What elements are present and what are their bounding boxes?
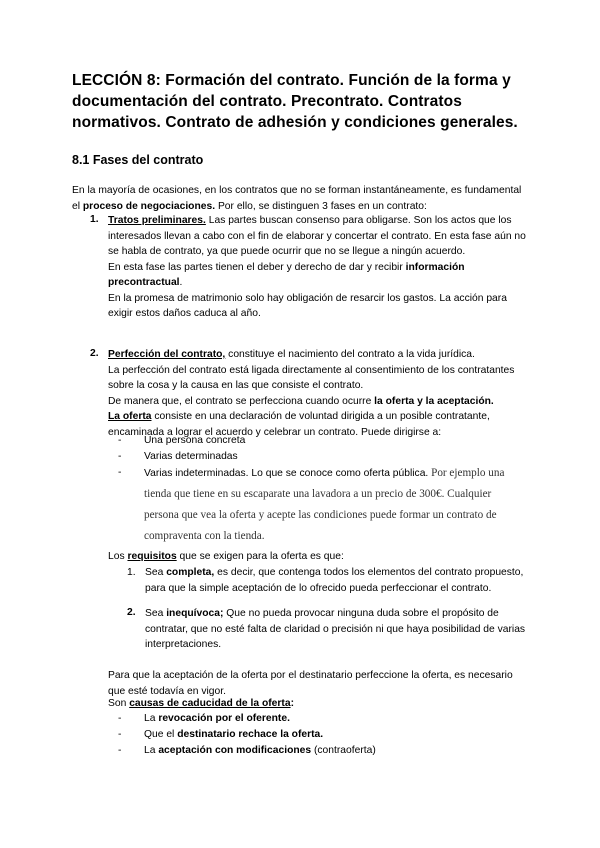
- dash-bullet: -: [118, 745, 122, 756]
- dash-bullet: -: [118, 435, 122, 446]
- intro-paragraph: [72, 183, 532, 214]
- requisito-number-2: 2.: [127, 607, 136, 618]
- list-item-bold: aceptación con modificaciones: [158, 745, 312, 756]
- item-2-para-1: [108, 347, 528, 363]
- intro-bold: proceso de negociaciones.: [82, 200, 216, 212]
- requisitos-text-end: que se exigen para la oferta es que:: [176, 551, 344, 562]
- dash-bullet: -: [118, 451, 122, 462]
- list-item-text-end: (contraoferta): [311, 745, 376, 756]
- item-2-heading: Perfección del contrato,: [108, 349, 226, 360]
- oferta-destinatarios-list: [118, 433, 528, 547]
- item-1-period: .: [179, 277, 183, 288]
- dash-bullet: -: [118, 713, 122, 724]
- item-number-1: 1.: [90, 214, 99, 225]
- item-1-text: Las partes buscan consenso para obligarse. Son los actos que los interesados llevan a cabo con el fin de elaborar y concertar el contrato. En esta fase aún no se habla de contrato, ya que puede ocurrir que no se llegue a ningún acuerdo.: [108, 215, 526, 257]
- section-heading: 8.1 Fases del contrato: [72, 153, 204, 167]
- example-text: Por ejemplo una tienda que tiene en su escaparate una lavadora a un precio de 300€. Cualquier persona que vea la oferta y acepte las condiciones puede formar un contrato de compraventa con la tienda.: [144, 467, 505, 542]
- caducidad-heading: [108, 696, 528, 712]
- list-item: [118, 433, 528, 449]
- item-1-para-1: [108, 213, 528, 260]
- list-item-text: Que el: [144, 729, 178, 740]
- item-1-bold: información precontractual: [108, 261, 465, 288]
- list-item: [118, 727, 528, 743]
- caducidad-colon: :: [290, 698, 295, 709]
- list-item-text: La: [144, 713, 159, 724]
- intro-text: En la mayoría de ocasiones, en los contratos que no se forman instantáneamente, es fundamental el: [72, 185, 522, 212]
- intro-text-end: Por ello, se distinguen 3 fases en un contrato:: [215, 200, 427, 212]
- list-item-bold: revocación por el oferente.: [158, 713, 290, 724]
- list-item: [118, 711, 528, 727]
- dash-bullet: -: [118, 467, 122, 478]
- item-number-2: 2.: [90, 348, 99, 359]
- item-2-text: constituye el nacimiento del contrato a la vida jurídica.: [225, 349, 475, 360]
- dash-bullet: -: [118, 729, 122, 740]
- item-1-text-2: En esta fase las partes tienen el deber y derecho de dar y recibir: [108, 261, 406, 273]
- list-item-text: Varias determinadas: [144, 451, 238, 462]
- requisito-2-bold: inequívoca;: [166, 608, 224, 619]
- requisito-1-text: Sea: [145, 567, 167, 578]
- list-item-text: La: [144, 745, 159, 756]
- item-1-tratos-preliminares: [108, 213, 528, 322]
- item-1-para-2: [108, 260, 528, 291]
- requisito-2-text: Sea: [145, 608, 167, 619]
- caducidad-text: Son: [108, 698, 130, 709]
- lesson-title: LECCIÓN 8: Formación del contrato. Función de la forma y documentación del contrato. Precontrato. Contratos normativos. Contrato de adhesión y condiciones generales.: [72, 72, 518, 131]
- list-item-text: Varias indeterminadas. Lo que se conoce como oferta pública.: [144, 468, 429, 479]
- requisito-1-bold: completa,: [166, 567, 215, 578]
- item-2-text-3: De manera que, el contrato se perfecciona cuando ocurre: [108, 395, 375, 407]
- oferta-heading: La oferta: [108, 411, 152, 422]
- requisito-2: [145, 606, 530, 653]
- requisitos-intro: [108, 549, 528, 565]
- requisitos-text: Los: [108, 551, 128, 562]
- oferta-text: consiste en una declaración de voluntad dirigida a un posible contratante, encaminada a lograr el acuerdo y celebrar un contrato. Puede dirigirse a:: [108, 411, 490, 438]
- caducidad-keyword: causas de caducidad de la oferta: [129, 698, 291, 709]
- list-item: [118, 463, 528, 547]
- item-2-bold: la oferta y la aceptación.: [374, 395, 494, 407]
- requisito-1-text-end: es decir, que contenga todos los elementos del contrato propuesto, para que la simple aceptación de lo ofrecido pueda perfeccionar el contrato.: [145, 567, 524, 594]
- caducidad-intro: Para que la aceptación de la oferta por el destinatario perfeccione la oferta, es necesario que esté todavía en vigor.: [108, 670, 513, 697]
- caducidad-list: [118, 711, 528, 759]
- requisito-number-1: 1.: [127, 567, 136, 578]
- list-item-text: Una persona concreta: [144, 435, 246, 446]
- item-2-para-3: [108, 394, 528, 410]
- item-1-heading: Tratos preliminares.: [108, 215, 206, 226]
- item-2-perfeccion: [108, 347, 528, 440]
- item-1-para-3: En la promesa de matrimonio solo hay obligación de resarcir los gastos. La acción para exigir estos daños caduca al año.: [108, 292, 507, 319]
- requisito-1: [145, 565, 530, 596]
- requisito-2-text-end: Que no pueda provocar ninguna duda sobre el propósito de contratar, que no esté falta de claridad o precisión ni que haya posibilidad de varias interpretaciones.: [145, 608, 526, 650]
- list-item: [118, 743, 528, 759]
- requisitos-keyword: requisitos: [127, 551, 177, 562]
- list-item-bold: destinatario rechace la oferta.: [177, 729, 324, 740]
- item-2-para-2: La perfección del contrato está ligada directamente al consentimiento de los contratantes sobre la cosa y la causa en las que consiste el contrato.: [108, 364, 515, 391]
